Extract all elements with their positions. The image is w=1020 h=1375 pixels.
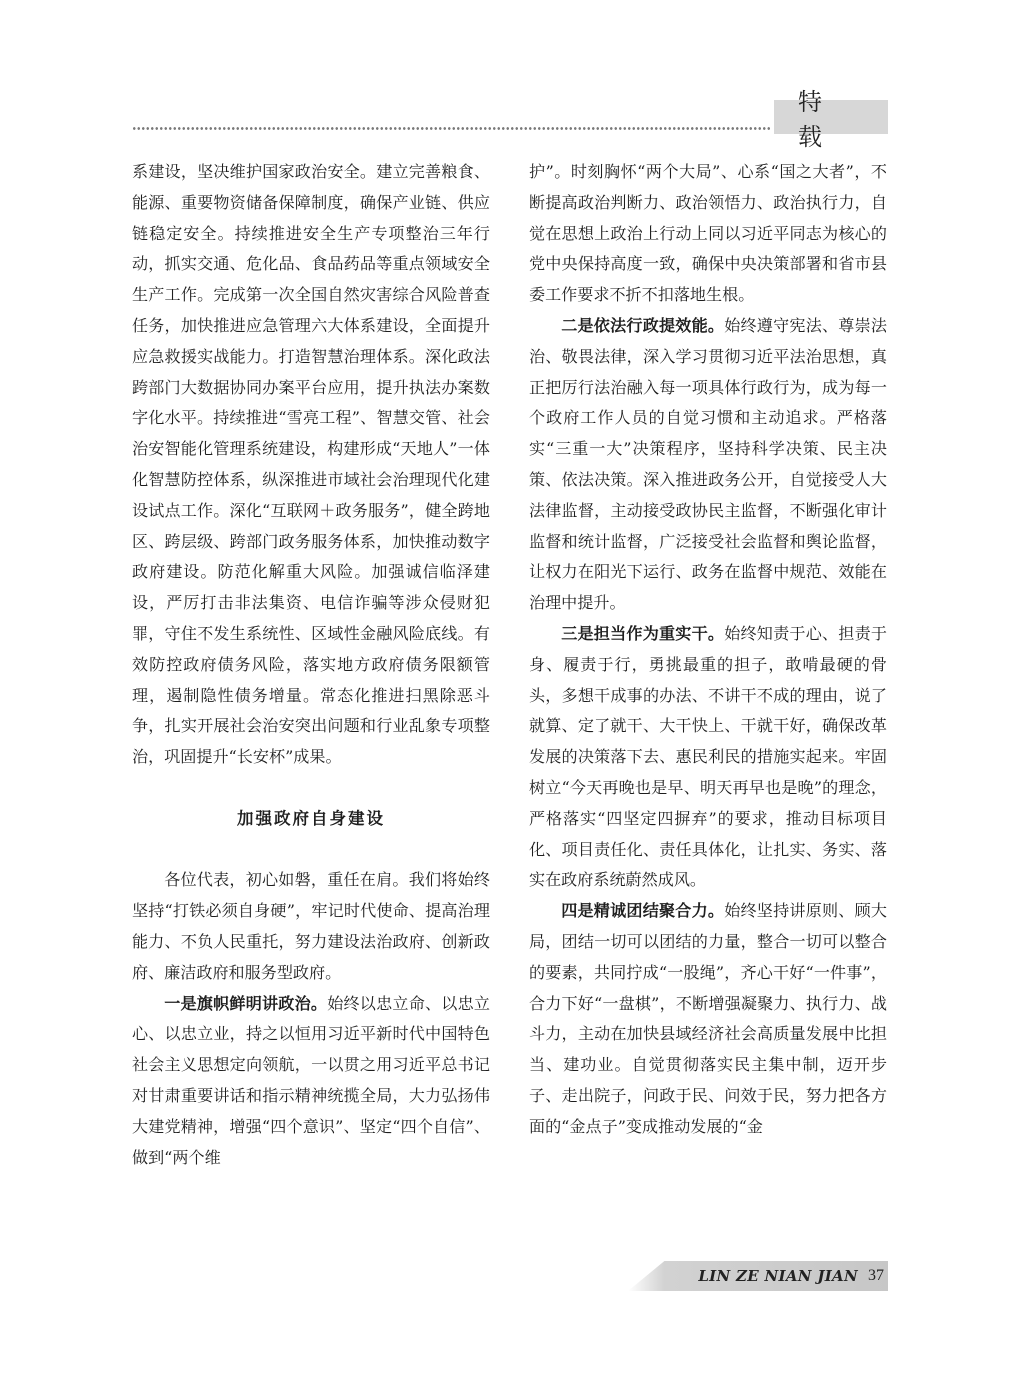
paragraph: 护”。时刻胸怀“两个大局”、心系“国之大者”，不断提高政治判断力、政治领悟力、政治执行力，自觉在思想上政治上行动上同以习近平同志为核心的党中央保持高度一致，确保中央决策部署和省市县委工作要求不折不扣落地生根。: [529, 162, 887, 305]
point-lead: 一是旗帜鲜明讲政治。: [164, 993, 328, 1013]
left-column: [132, 157, 490, 1173]
point-body: 始终遵守宪法、尊崇法治、敬畏法律，深入学习贯彻习近平法治思想，真正把厉行法治融入每一项具体行政行为，成为每一个政府工作人员的自觉习惯和主动追求。严格落实“三重一大”决策程序，坚持科学决策、民主决策、依法决策。深入推进政务公开，自觉接受人大法律监督，主动接受政协民主监督，不断强化审计监督和统计监督，广泛接受社会监督和舆论监督，让权力在阳光下运行、政务在监督中规范、效能在治理中提升。: [529, 315, 888, 613]
footer-folio: [660, 1261, 884, 1291]
point-lead: 四是精诚团结聚合力。: [561, 901, 725, 921]
point-paragraph: [529, 619, 887, 896]
paragraph: 各位代表，初心如磐，重任在肩。我们将始终坚持“打铁必须自身硬”，牢记时代使命、提高治理能力、不负人民重托，努力建设法治政府、创新政府、廉洁政府和服务型政府。: [132, 870, 490, 982]
point-body: 始终以忠立命、以忠立心、以忠立业，持之以恒用习近平新时代中国特色社会主义思想定向领航，一以贯之用习近平总书记对甘肃重要讲话和指示精神统揽全局，大力弘扬伟大建党精神，增强“四个意识”、坚定“四个自信”、做到“两个维: [132, 993, 491, 1167]
point-lead: 二是依法行政提效能。: [561, 315, 725, 335]
point-body: 始终知责于心、担责于身、履责于行，勇挑最重的担子，敢啃最硬的骨头，多想干成事的办法、不讲干不成的理由，说了就算、定了就干、大干快上、干就干好，确保改革发展的决策落下去、惠民利民的措施实起来。牢固树立“今天再晚也是早、明天再早也是晚”的理念，严格落实“四坚定四摒弃”的要求，推动目标项目化、项目责任化、责任具体化，让扎实、务实、落实在政府系统蔚然成风。: [529, 623, 888, 890]
page-number: 37: [868, 1267, 884, 1284]
right-column: [529, 157, 887, 1143]
paragraph: 系建设，坚决维护国家政治安全。建立完善粮食、能源、重要物资储备保障制度，确保产业链、供应链稳定安全。持续推进安全生产专项整治三年行动，抓实交通、危化品、食品药品等重点领域安全生产工作。完成第一次全国自然灾害综合风险普查任务，加快推进应急管理六大体系建设，全面提升应急救援实战能力。打造智慧治理体系。深化政法跨部门大数据协同办案平台应用，提升执法办案数字化水平。持续推进“雪亮工程”、智慧交管、社会治安智能化管理系统建设，构建形成“天地人”一体化智慧防控体系，纵深推进市域社会治理现代化建设试点工作。深化“互联网＋政务服务”，健全跨地区、跨层级、跨部门政务服务体系，加快推动数字政府建设。防范化解重大风险。加强诚信临泽建设，严厉打击非法集资、电信诈骗等涉众侵财犯罪，守住不发生系统性、区域性金融风险底线。有效防控政府债务风险，落实地方政府债务限额管理，遏制隐性债务增量。常态化推进扫黑除恶斗争，扎实开展社会治安突出问题和行业乱象专项整治，巩固提升“长安杯”成果。: [132, 162, 490, 767]
spacer: [132, 773, 490, 804]
header-dotted-rule: [132, 124, 772, 134]
spacer: [132, 835, 490, 866]
section-heading: 加强政府自身建设: [237, 808, 385, 828]
point-paragraph: [529, 311, 887, 619]
journal-name: LIN ZE NIAN JIAN: [698, 1267, 858, 1285]
point-lead: 三是担当作为重实干。: [561, 623, 725, 643]
section-tag: 特 载: [774, 100, 888, 134]
point-paragraph: [529, 896, 887, 1142]
point-paragraph: [132, 989, 490, 1174]
point-body: 始终坚持讲原则、顾大局，团结一切可以团结的力量，整合一切可以整合的要素，共同拧成“一股绳”，齐心干好“一件事”，合力下好“一盘棋”，不断增强凝聚力、执行力、战斗力，主动在加快县域经济社会高质量发展中比担当、建功业。自觉贯彻落实民主集中制，迈开步子、走出院子，问政于民、问效于民，努力把各方面的“金点子”变成推动发展的“金: [529, 901, 888, 1136]
